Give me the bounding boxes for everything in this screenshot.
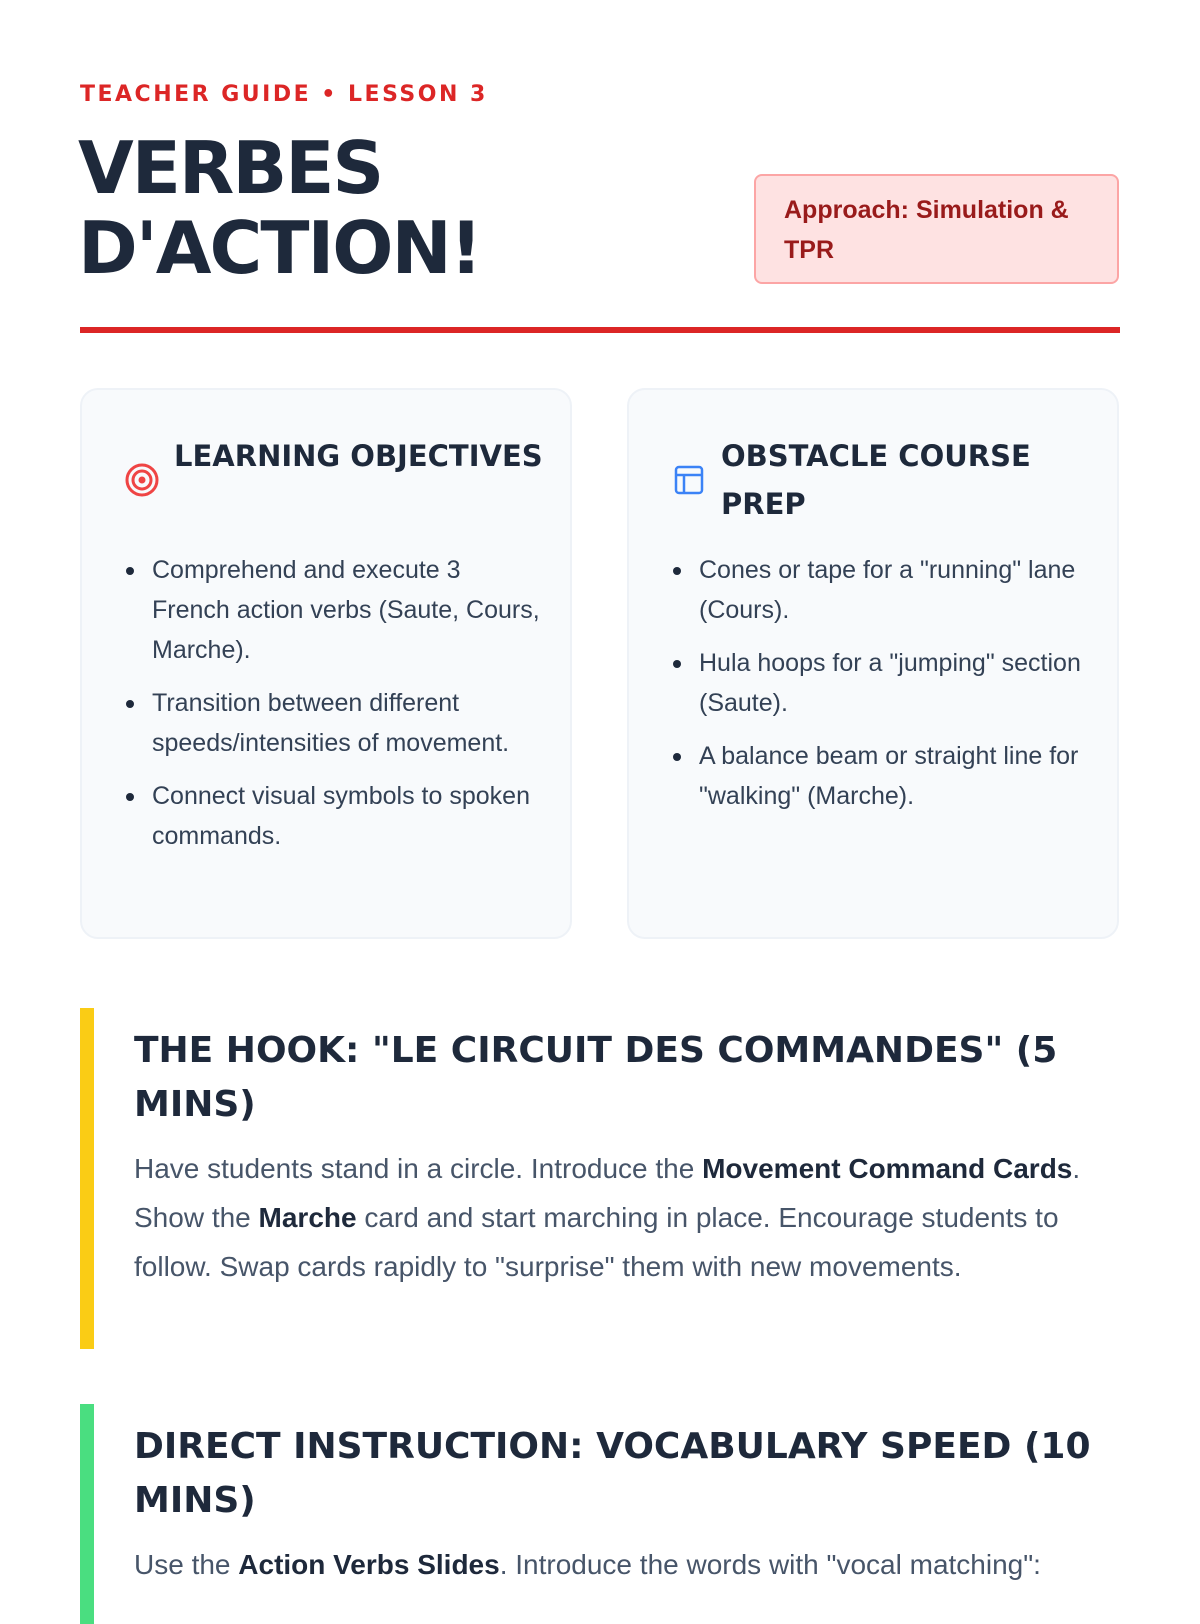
hook-section bbox=[80, 1008, 1120, 1349]
layout-icon bbox=[671, 462, 707, 498]
direct-instruction-section bbox=[80, 1404, 1120, 1624]
list-item: Cones or tape for a "running" lane (Cours). bbox=[671, 550, 1091, 630]
list-item: Connect visual symbols to spoken commands. bbox=[124, 776, 544, 856]
prep-card bbox=[627, 388, 1119, 939]
list-item: A balance beam or straight line for "walking" (Marche). bbox=[671, 736, 1091, 816]
hook-accent-bar bbox=[80, 1008, 94, 1349]
page-title bbox=[78, 128, 698, 288]
objectives-list bbox=[124, 550, 544, 869]
list-item: Transition between different speeds/intensities of movement. bbox=[124, 683, 544, 763]
objectives-title: LEARNING OBJECTIVES bbox=[174, 439, 543, 473]
target-icon bbox=[124, 462, 160, 498]
title-line-1: VERBES bbox=[78, 126, 383, 210]
hook-text: Have students stand in a circle. Introduce the Movement Command Cards. Show the Marche card and start marching in place. Encourage students to follow. Swap cards rapidly to "surprise" them with new movements. bbox=[134, 1153, 1081, 1282]
direct-accent-bar bbox=[80, 1404, 94, 1624]
approach-badge: Approach: Simulation & TPR bbox=[754, 174, 1119, 284]
lesson-eyebrow: TEACHER GUIDE • LESSON 3 bbox=[80, 82, 488, 107]
hook-title: THE HOOK: "LE CIRCUIT DES COMMANDES" (5 MINS) bbox=[134, 1030, 1058, 1125]
prep-list bbox=[671, 550, 1091, 829]
title-line-2: D'ACTION! bbox=[78, 206, 481, 290]
direct-title: DIRECT INSTRUCTION: VOCABULARY SPEED (10 MINS) bbox=[134, 1426, 1091, 1521]
prep-title: OBSTACLE COURSE PREP bbox=[721, 439, 1031, 521]
header-divider bbox=[80, 327, 1120, 333]
list-item: Comprehend and execute 3 French action verbs (Saute, Cours, Marche). bbox=[124, 550, 544, 670]
list-item: Hula hoops for a "jumping" section (Saute). bbox=[671, 643, 1091, 723]
direct-text: Use the Action Verbs Slides. Introduce the words with "vocal matching": bbox=[134, 1549, 1041, 1580]
objectives-card bbox=[80, 388, 572, 939]
